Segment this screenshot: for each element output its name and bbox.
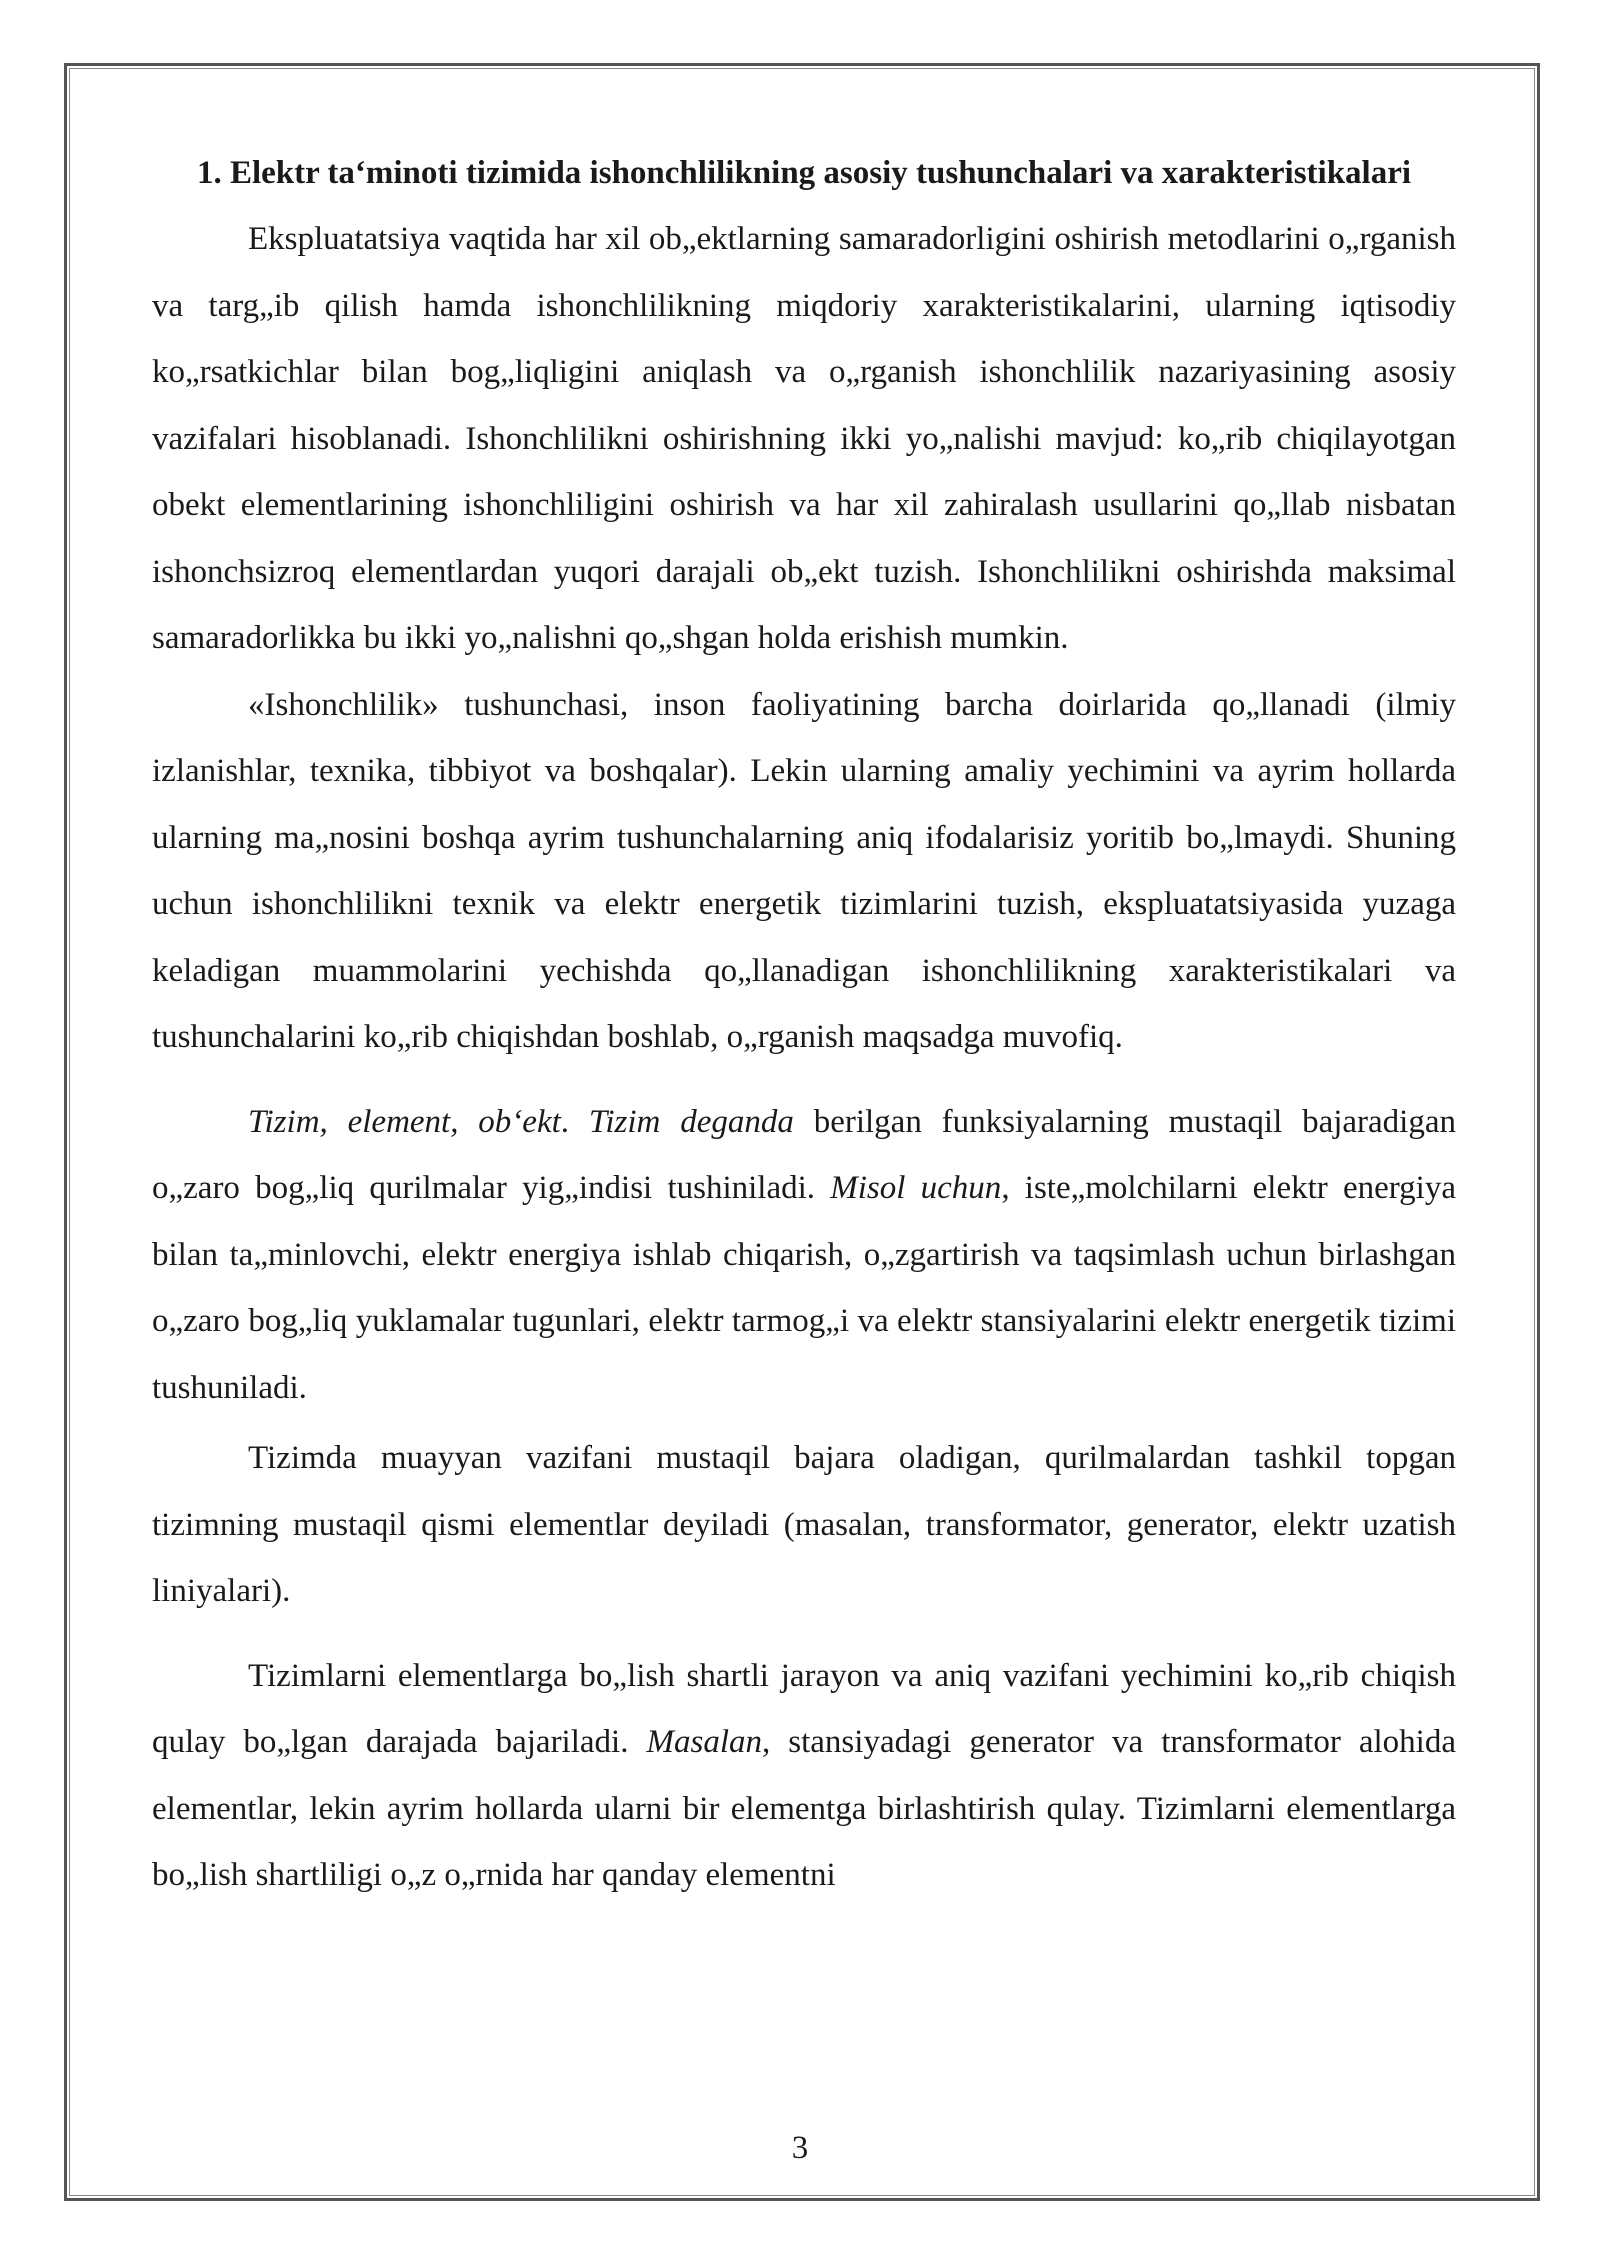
italic-term-masalan: Masalan — [646, 1724, 762, 1760]
paragraph-3-text-2: berilgan funksiyalarning mustaqil bajaradigan o„zaro bog„liq qurilmalar yig„indisi tushiniladi. — [152, 1103, 1456, 1206]
section-title: 1. Elektr ta‘minoti tizimida ishonchlilikning asosiy tushunchalari va xarakteristikalari — [196, 155, 1412, 191]
paragraph-2: «Ishonchlilik» tushunchasi, inson faoliyatining barcha doirlarida qo„llanadi (ilmiy izlanishlar, texnika, tibbiyot va boshqalar). Lekin ularning amaliy yechimini va ayrim hollarda ularning ma„nosini boshqa ayrim tushunchalarning aniq ifodalarisiz yoritib bo„lmaydi. Shuning uchun ishonchlilikni texnik va elektr energetik tizimlarini tuzish, ekspluatatsiyasida yuzaga keladigan muammolarini yechishda qo„llanadigan ishonchlilikning xarakteristikalari va tushunchalarini ko„rib chiqishdan boshlab, o„rganish maqsadga muvofiq. — [152, 686, 1456, 1055]
paragraph-5 — [152, 1643, 1456, 1909]
paragraph-3 — [152, 1089, 1456, 1422]
paragraph-1: Ekspluatatsiya vaqtida har xil ob„ektlarning samaradorligini oshirish metodlarini o„rganish va targ„ib qilish hamda ishonchlilikning miqdoriy xarakteristikalarini, ularning iqtisodiy ko„rsatkichlar bilan bog„liqligini aniqlash va o„rganish ishonchlilik nazariyasining asosiy vazifalari hisoblanadi. Ishonchlilikni oshirishning ikki yo„nalishi mavjud: ko„rib chiqilayotgan obekt elementlarining ishonchliligini oshirish va har xil zahiralash usullarini qo„llab nisbatan ishonchsizroq elementlardan yuqori darajali ob„ekt tuzish. Ishonchlilikni oshirishda maksimal samaradorlikka bu ikki yo„nalishni qo„shgan holda erishish mumkin. — [152, 221, 1456, 656]
page-number: 3 — [791, 2130, 809, 2166]
document-body — [152, 140, 1456, 1909]
paragraph-3-text-3: , iste„molchilarni elektr energiya bilan ta„minlovchi, elektr energiya ishlab chiqarish, o„zgartirish va taqsimlash uchun birlashgan o„zaro bog„liq yuklamalar tugunlari, elektr tarmog„i va elektr stansiyalarini elektr energetik tizimi tushuniladi. — [152, 1170, 1456, 1406]
paragraph-4: Tizimda muayyan vazifani mustaqil bajara oladigan, qurilmalardan tashkil topgan tizimning mustaqil qismi elementlar deyiladi (masalan, transformator, generator, elektr uzatish liniyalari). — [152, 1440, 1456, 1609]
italic-term-misol-uchun: Misol uchun — [830, 1170, 1002, 1206]
paragraph-5-text-2: , stansiyadagi generator va transformator alohida elementlar, lekin ayrim hollarda ularni bir elementga birlashtirish qulay. Tizimlarni elementlarga bo„lish shartliligi o„z o„rnida har qanday elementni — [152, 1724, 1456, 1893]
italic-term-tizim-element-obekt: Tizim, element, ob‘ekt — [248, 1103, 561, 1140]
paragraph-3-text-1: . — [560, 1103, 589, 1140]
paragraph-5-text-1: Tizimlarni elementlarga bo„lish shartli jarayon va aniq vazifani yechimini ko„rib chiqish qulay bo„lgan darajada bajariladi. — [152, 1657, 1456, 1760]
italic-term-tizim-deganda: Tizim deganda — [588, 1103, 794, 1140]
